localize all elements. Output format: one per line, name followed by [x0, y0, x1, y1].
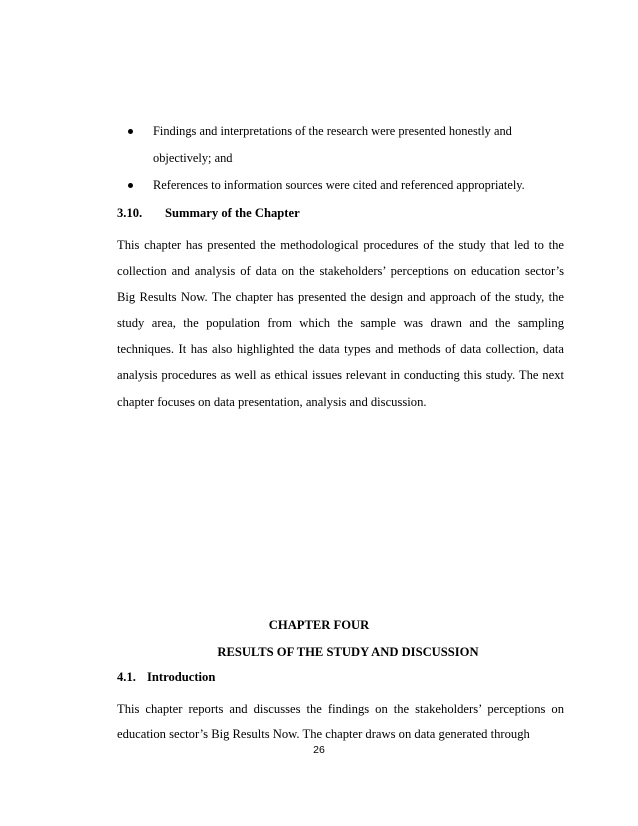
summary-paragraph: This chapter has presented the methodological procedures of the study that led to the collection and analysis of data on the stakeholders’ perceptions on education sector’s Big Results Now. The chapter has presented the design and approach of the study, the study area, the population from which the sample was drawn and the sampling techniques. It has also highlighted the data types and methods of data collection, data analysis procedures as well as ethical issues relevant in conducting this study. The next chapter focuses on data presentation, analysis and discussion. [117, 238, 564, 409]
section-heading [117, 206, 300, 221]
bullet-text: References to information sources were cited and referenced appropriately. [153, 178, 525, 192]
subsection-heading [117, 670, 215, 685]
bullet-item [124, 172, 544, 199]
section-title: Summary of the Chapter [165, 206, 300, 220]
subsection-number: 4.1. [117, 670, 136, 684]
chapter-title: RESULTS OF THE STUDY AND DISCUSSION [217, 645, 479, 659]
bullet-dot-icon [128, 183, 133, 188]
chapter-label: CHAPTER FOUR [268, 618, 370, 632]
introduction-paragraph: This chapter reports and discusses the findings on the stakeholders’ perceptions on education sector’s Big Results Now. The chapter draws on data generated through [117, 702, 564, 741]
bullet-dot-icon [128, 129, 133, 134]
page-number: 26 [313, 744, 325, 756]
section-number: 3.10. [117, 206, 143, 220]
subsection-title: Introduction [147, 670, 216, 684]
bullet-text: Findings and interpretations of the research were presented honestly and objectively; and [153, 124, 512, 165]
bullet-item [124, 118, 544, 172]
ethics-bullet-list [124, 118, 544, 199]
